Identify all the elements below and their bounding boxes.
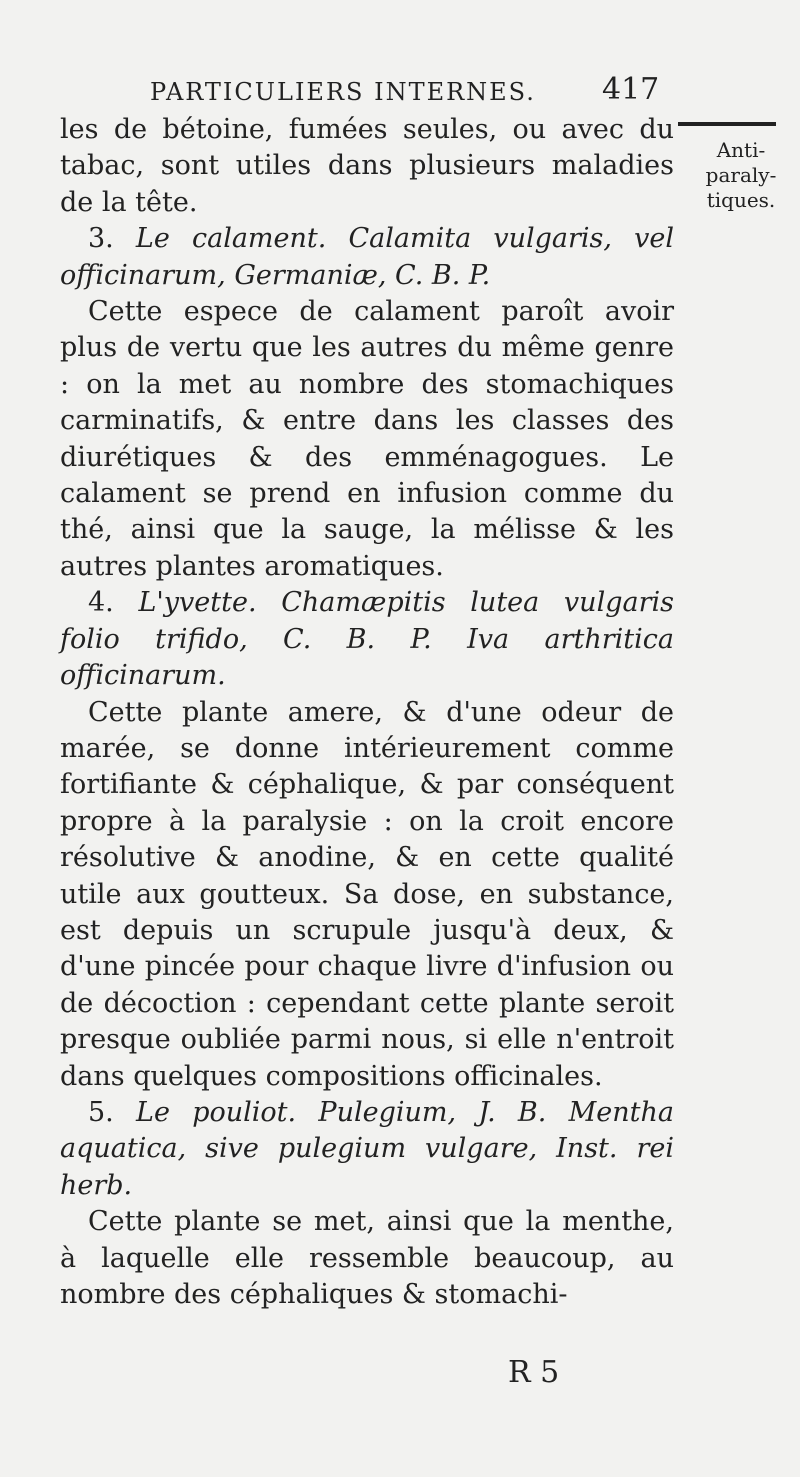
paragraph: les de bétoine, fumées seules, ou avec du tabac, sont utiles dans plusieurs maladies de la tête. [60, 114, 674, 218]
paragraph: Cette espece de calament paroît avoir plus de vertu que les autres du même genre : on la met au nombre des stomachiques carminatifs, & entre dans les classes des diurétiques & des emménagogues. Le calament se prend en infusion comme du thé, ainsi que la sauge, la mélisse & les autres plantes aromatiques. [60, 296, 674, 582]
entry-heading [60, 585, 674, 694]
paragraph: Cette plante amere, & d'une odeur de marée, se donne intérieurement comme fortifiante & céphalique, & par conséquent propre à la paralysie : on la croit encore résolutive & anodine, & en cette qualité utile aux goutteux. Sa dose, en substance, est depuis un scrupule jusqu'à deux, & d'une pincée pour chaque livre d'infusion ou de décoction : cependant cette plante seroit presque oubliée parmi nous, si elle n'entroit dans quelques compositions officinales. [60, 696, 674, 1092]
marginal-note [686, 138, 796, 213]
margin-rule [678, 122, 776, 126]
entry-number: 3. [88, 223, 114, 255]
entry-number: 5. [88, 1096, 114, 1128]
page-number: 417 [602, 72, 660, 107]
marginal-note-line: paraly- [705, 163, 777, 187]
entry-title: Le calament. Calamita vulgaris, vel officinarum, Germaniæ, C. B. P. [60, 223, 674, 291]
body-text [60, 112, 674, 1313]
paragraph: Cette plante se met, ainsi que la menthe, à laquelle elle ressemble beaucoup, au nombre des céphaliques & stomachi- [60, 1206, 674, 1310]
marginal-note-line: tiques. [706, 188, 776, 212]
entry-number: 4. [88, 587, 114, 619]
entry-title: L'yvette. Chamæpitis lutea vulgaris folio trifido, C. B. P. Iva arthritica officinarum. [60, 587, 674, 692]
entry-title: Le pouliot. Pulegium, J. B. Mentha aquatica, sive pulegium vulgare, Inst. rei herb. [60, 1096, 674, 1201]
signature-mark: R 5 [508, 1355, 560, 1390]
running-title: PARTICULIERS INTERNES. [150, 78, 536, 106]
entry-heading [60, 1095, 674, 1204]
entry-heading [60, 221, 674, 294]
marginal-note-line: Anti- [716, 138, 766, 162]
